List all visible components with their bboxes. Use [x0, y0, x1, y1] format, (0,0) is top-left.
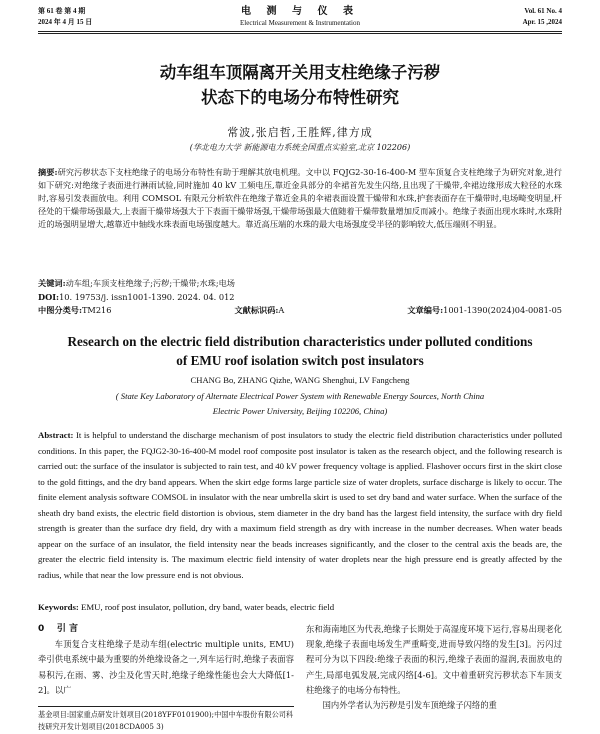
doc-code — [234, 305, 284, 316]
abstract-cn — [38, 166, 562, 231]
header-rule-2 — [38, 33, 562, 34]
article-number — [407, 305, 562, 316]
body-column-left — [38, 622, 294, 698]
journal-name-en: Electrical Measurement & Instrumentation — [240, 19, 360, 27]
article-number-value: 1001-1390(2024)04-0081-05 — [443, 305, 562, 315]
doi-text: 10. 19753/j. issn1001-1390. 2024. 04. 012 — [59, 292, 235, 302]
affiliation-en — [0, 389, 600, 419]
header-volume: 第 61 卷 第 4 期 — [38, 7, 86, 15]
abstract-en — [38, 428, 562, 583]
doi-label: DOI: — [38, 292, 60, 302]
keywords-en-label: Keywords: — [38, 602, 79, 612]
doc-code-label: 文献标识码: — [234, 305, 279, 315]
title-cn-line-2: 状态下的电场分布特性研究 — [201, 88, 399, 107]
journal-name-cn: 电 测 与 仪 表 — [241, 6, 359, 17]
abstract-cn-label: 摘要: — [38, 167, 58, 177]
journal-masthead — [0, 5, 600, 28]
doc-code-value: A — [278, 305, 285, 315]
title-en-line-1: Research on the electric field distribution characteristics under polluted conditions — [67, 334, 533, 349]
section-title: 引 言 — [56, 624, 78, 634]
body-paragraph-right-2: 国内外学者认为污秽是引发车顶绝缘子闪络的重 — [322, 700, 497, 711]
clc-value: TM216 — [81, 305, 112, 315]
clc-number — [38, 305, 111, 316]
funding-footnote: 基金项目:国家重点研发计划项目(2018YFF0101900);中国中车股份有限公司科技研究开发计划项目(2018CDA005 3) — [38, 706, 294, 733]
classification-row — [38, 305, 562, 316]
article-number-label: 文章编号: — [407, 305, 444, 315]
abstract-cn-text: 研究污秽状态下支柱绝缘子的电场分布特性有助于理解其放电机理。文中以 FQJG2-30-16-400-M 型车顶复合支柱绝缘子为研究对象,进行如下研究:对绝缘子表面进行淋雨试验,同时施加 40 kV 工频电压,靠近金具部分的伞裙首先发生闪络,且出现了干燥带,伞裙边缘形成大粒径的水珠时,容易引发表面放电。利用 COMSOL 有限元分析软件在绝缘子靠近金具的伞裙表面设置干燥带和水珠,护套表面存在干燥带时,电场畸变明显,杆径处的干燥带场强最大,上表面干燥带场强大于下表面干燥带场强,干燥带场强最大值随着干燥带数量增加反而减小。绝缘子表面出现水珠时,水珠附近的场强明显增大,越靠近中轴线水珠表面电场强度越大。靠近高压端的水珠的最大电场强度受半径的影响较大,低压端则不明显。 — [38, 167, 562, 230]
section-number: 0 — [38, 624, 45, 634]
keywords-cn-text: 动车组;车顶支柱绝缘子;污秽;干燥带;水珠;电场 — [65, 278, 235, 288]
abstract-en-label: Abstract: — [38, 430, 74, 440]
authors-cn: 常波,张启哲,王胜辉,律方成 — [227, 126, 373, 139]
keywords-cn — [38, 277, 562, 290]
clc-label: 中图分类号: — [38, 305, 82, 315]
header-date-en: Apr. 15 ,2024 — [522, 18, 562, 26]
title-cn-line-1: 动车组车顶隔离开关用支柱绝缘子污秽 — [159, 63, 441, 82]
article-title-en — [0, 332, 600, 370]
keywords-en — [38, 602, 562, 612]
section-heading — [38, 622, 294, 637]
doi — [38, 291, 562, 304]
keywords-cn-label: 关键词: — [38, 278, 66, 288]
affiliation-en-line-2: Electric Power University, Beijing 102206, China) — [212, 406, 388, 416]
header-date: 2024 年 4 月 15 日 — [38, 18, 93, 26]
title-en-line-2: of EMU roof isolation switch post insulators — [176, 353, 424, 368]
affiliation-en-line-1: ( State Key Laboratory of Alternate Electrical Power System with Renewable Energy Sources, North China — [115, 391, 485, 401]
body-paragraph-left: 车顶复合支柱绝缘子是动车组(electric multiple units, EMU)牵引供电系统中最为重要的外绝缘设备之一,列车运行时,绝缘子表面容易积污,在雨、雾、沙尘及化雪天时,绝缘子绝缘性能也会大大降低[1-2]。以广 — [38, 639, 294, 695]
authors-en: CHANG Bo, ZHANG Qizhe, WANG Shenghui, LV Fangcheng — [190, 375, 410, 385]
header-volume-info-en — [523, 6, 562, 28]
header-volume-en: Vol. 61 No. 4 — [524, 7, 562, 15]
header-rule — [38, 31, 562, 32]
article-title-cn — [0, 60, 600, 110]
body-column-right — [306, 622, 562, 713]
body-paragraph-right-1: 东和海南地区为代表,绝缘子长期处于高湿度环境下运行,容易出现老化现象,绝缘子表面电场发生严重畸变,进而导致闪络的发生[3]。污闪过程可分为以下四段:绝缘子表面的积污,绝缘子表面的湿润,表面放电的产生,局部电弧发展,完成闪络[4-6]。文中着重研究污秽状态下车顶支柱绝缘子的电场分布特性。 — [306, 624, 562, 695]
affiliation-cn: (华北电力大学 新能源电力系统全国重点实验室,北京 102206) — [189, 143, 411, 152]
keywords-en-text: EMU, roof post insulator, pollution, dry band, water beads, electric field — [81, 602, 335, 612]
abstract-en-text: It is helpful to understand the discharge mechanism of post insulators to study the electric field distribution characteristics under polluted conditions. In this paper, the FQJG2-30-16-400-M model roof composite post insulator is taken as the research object, and the following research is carried out: the surface of the insulator is subjected to rain test, and 40 kV power frequency voltage is applied. Flashover occurs first in the skirt close to the gold fittings, and the dry band appears. When the skirt edge forms large particle size of water droplets, surface discharge is likely to occur. The finite element analysis software COMSOL in insulator with the near umbrella skirt is used to set dry band and water surface. When the surface of the sheath dry band exists, the electric field distortion is obvious, stem diameter in the dry band has the largest field intensity, the surface with dry field strength is greater than the surface dry field, dry with a maximum field strength as dry with increase in the number decreases. When water beads appear on the surface of an insulator, the field intensity near the beads increases significantly, and the closer to the central axis the beads are, the greater the electric field intensity is. The maximum electric field intensity of water droplets near the high pressure end is greatly affected by the radius, while that near the low pressure end is not obvious. — [38, 430, 562, 580]
